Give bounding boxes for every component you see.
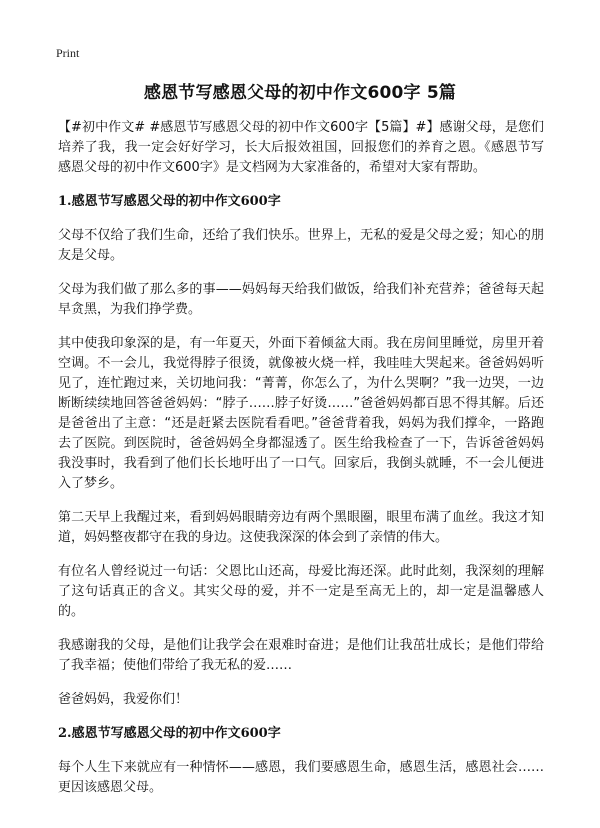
section-heading: 1.感恩节写感恩父母的初中作文600字 <box>58 194 281 209</box>
article-paragraph: 父母为我们做了那么多的事——妈妈每天给我们做饭，给我们补充营养；爸爸每天起早贪黑，为我们挣学费。 <box>58 282 544 317</box>
article-paragraph: 有位名人曾经说过一句话：父恩比山还高，母爱比海还深。此时此刻，我深刻的理解了这句话真正的含义。其实父母的爱，并不一定是至高无上的，却一定是温馨感人的。 <box>58 564 544 619</box>
article-paragraph: 父母不仅给了我们生命，还给了我们快乐。世界上，无私的爱是父母之爱；知心的朋友是父母。 <box>58 228 544 263</box>
article-paragraph: 我感谢我的父母，是他们让我学会在艰难时奋进；是他们让我茁壮成长；是他们带给了我幸福；使他们带给了我无私的爱…… <box>58 638 544 673</box>
page-title: 感恩节写感恩父母的初中作文600字 5篇 <box>143 83 457 103</box>
intro-paragraph: 【#初中作文# #感恩节写感恩父母的初中作文600字【5篇】#】感谢父母，是您们培养了我，我一定会好好学习，长大后报效祖国，回报您们的养育之恩。《感恩节写感恩父母的初中作文600字》是文档网为大家准备的，希望对大家有帮助。 <box>58 120 544 175</box>
article-paragraph: 爸爸妈妈，我爱你们！ <box>58 692 189 707</box>
article-body <box>58 118 544 812</box>
print-label[interactable]: Print <box>56 46 80 60</box>
section-heading: 2.感恩节写感恩父母的初中作文600字 <box>58 726 281 741</box>
article-paragraph: 每个人生下来就应有一种情怀——感恩，我们要感恩生命，感恩生活，感恩社会……更因该感恩父母。 <box>58 760 544 795</box>
article-paragraph: 其中使我印象深的是，有一年夏天，外面下着倾盆大雨。我在房间里睡觉，房里开着空调。不一会儿，我觉得脖子很烫，就像被火烧一样，我哇哇大哭起来。爸爸妈妈听见了，连忙跑过来，关切地问我：“菁菁，你怎么了，为什么哭啊？”我一边哭，一边断断续续地回答爸爸妈妈：“脖子……脖子好烫……”爸爸妈妈都百思不得其解。后还是爸爸出了主意：“还是赶紧去医院看看吧。”爸爸背着我，妈妈为我们撑伞，一路跑去了医院。到医院时，爸爸妈妈全身都湿透了。医生给我检查了一下，告诉爸爸妈妈我没事时，我看到了他们长长地吁出了一口气。回家后，我倒头就睡，不一会儿便进入了梦乡。 <box>58 336 544 491</box>
article-paragraph: 第二天早上我醒过来，看到妈妈眼睛旁边有两个黑眼圈，眼里布满了血丝。我这才知道，妈妈整夜都守在我的身边。这使我深深的体会到了亲情的伟大。 <box>58 510 544 545</box>
